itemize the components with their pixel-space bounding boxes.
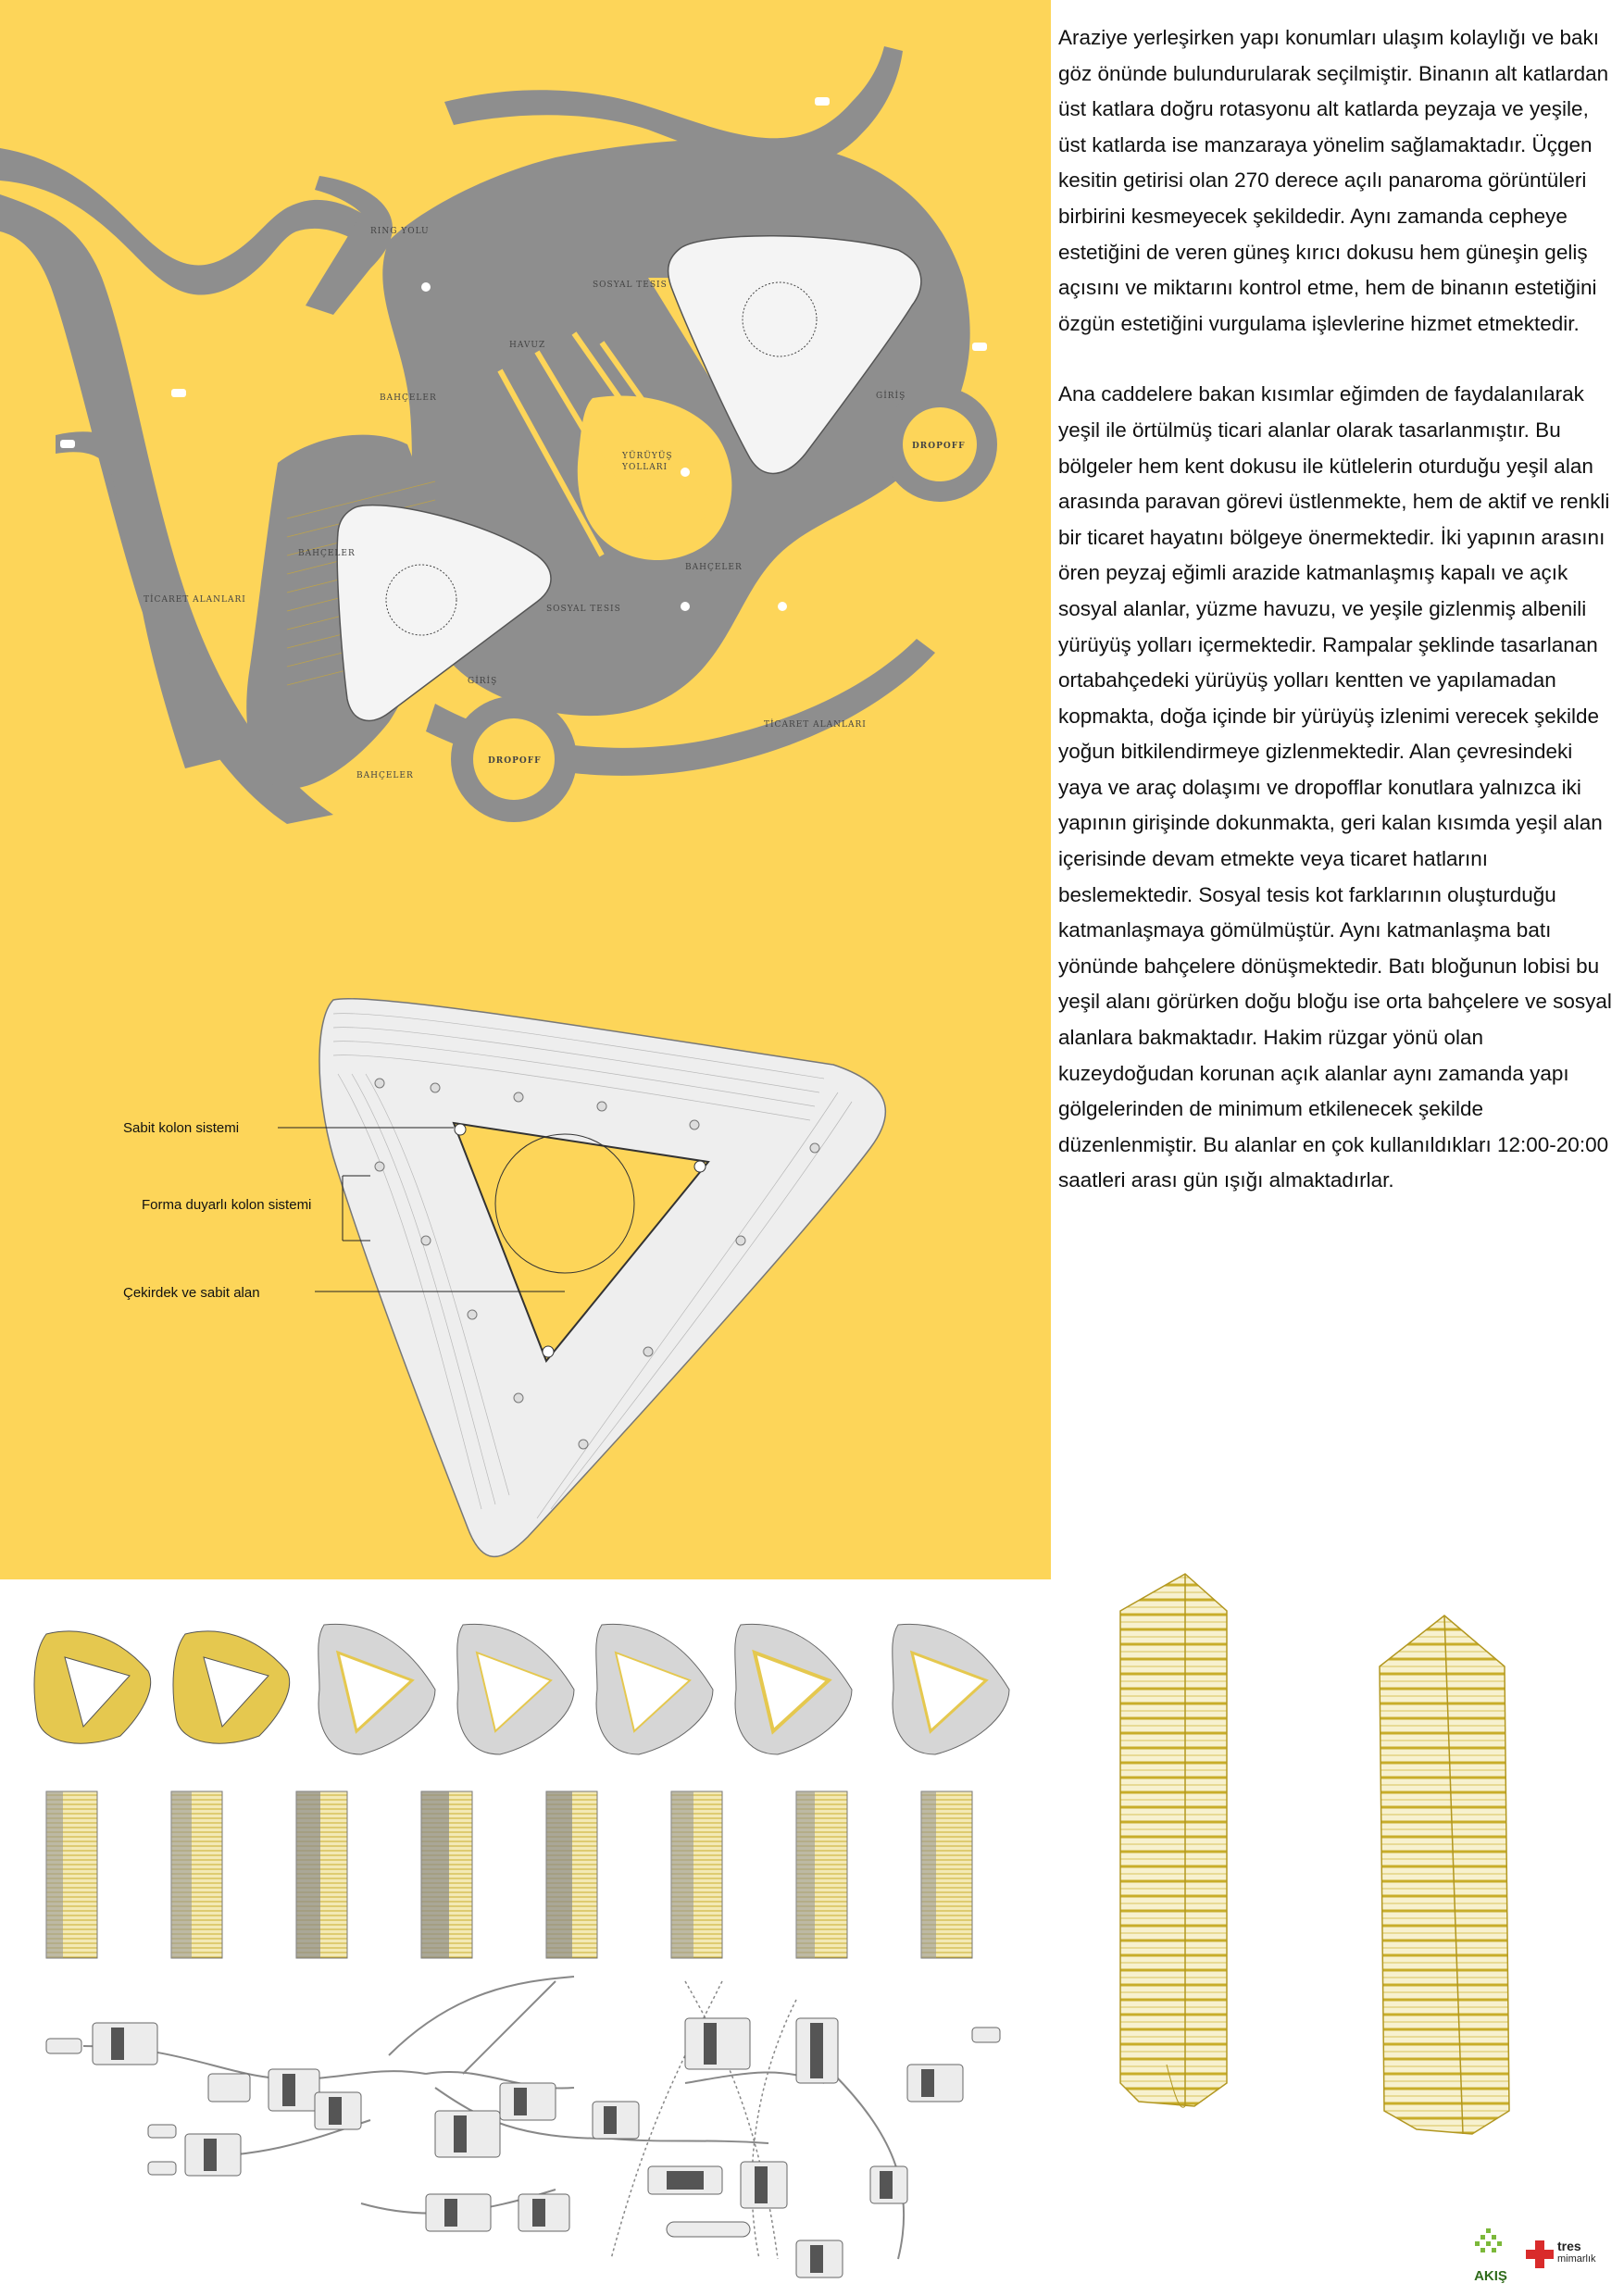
- pedestrian-icon: [681, 468, 690, 477]
- akis-logo: [1468, 2227, 1514, 2282]
- description-text-column: [1058, 20, 1612, 1199]
- map-label-ticaret-left: TİCARET ALANLARI: [144, 595, 246, 605]
- tower-floor-plan: [0, 981, 1051, 1583]
- car-icon: [815, 97, 830, 106]
- plan-study-7: [893, 1624, 1009, 1754]
- tower-perspective-renders: [1065, 1509, 1583, 2157]
- map-label-ring-yolu: RING YOLU: [370, 227, 430, 236]
- plan-study-5: [596, 1624, 713, 1754]
- elevation-study-2: [171, 1791, 222, 1958]
- map-label-giris-2: GİRİŞ: [468, 677, 498, 686]
- car-icon: [972, 343, 987, 351]
- map-label-bahceler-3: BAHÇELER: [356, 771, 414, 780]
- pedestrian-icon: [421, 282, 431, 292]
- rotation-plan-studies: [28, 1616, 1046, 1764]
- map-label-dropoff-right: DROPOFF: [912, 442, 966, 451]
- elevation-study-1: [46, 1791, 97, 1958]
- pedestrian-icon: [681, 602, 690, 611]
- callout-sabit-kolon: Sabit kolon sistemi: [123, 1120, 240, 1136]
- plan-study-1: [34, 1631, 151, 1743]
- cross-icon: [1526, 2240, 1554, 2268]
- map-label-bahceler-4: BAHÇELER: [685, 563, 743, 572]
- map-label-ticaret-bottom: TİCARET ALANLARI: [764, 720, 867, 730]
- akis-logo-mark-icon: [1468, 2227, 1514, 2264]
- tree-icon: [778, 602, 787, 611]
- elevation-study-6: [671, 1791, 722, 1958]
- parametric-node-diagram: [37, 1981, 1046, 2277]
- callout-cekirdek: Çekirdek ve sabit alan: [123, 1285, 260, 1301]
- map-label-sosyal-tesis-bottom: SOSYAL TESIS: [546, 605, 621, 614]
- map-label-bahceler-2: BAHÇELER: [298, 549, 356, 558]
- elevation-studies: [37, 1782, 1037, 1967]
- site-plan-map: [0, 0, 1051, 852]
- map-label-bahceler-1: BAHÇELER: [380, 393, 437, 403]
- elevation-study-4: [421, 1791, 472, 1958]
- tres-mimarlik-logo: [1526, 2236, 1609, 2282]
- tower-render-right: [1380, 1616, 1509, 2134]
- map-label-yuruyus-1: YÜRÜYÜŞ: [622, 452, 673, 461]
- plan-study-6: [735, 1624, 852, 1754]
- mimarlik-logo-text: mimarlık: [1557, 2253, 1596, 2265]
- tres-logo-text: tres: [1557, 2239, 1581, 2253]
- map-label-yuruyus-2: YOLLARI: [622, 463, 668, 472]
- car-icon: [60, 440, 75, 448]
- akis-logo-text: AKIŞ: [1474, 2268, 1507, 2284]
- car-icon: [171, 389, 186, 397]
- elevation-study-3: [296, 1791, 347, 1958]
- elevation-study-7: [796, 1791, 847, 1958]
- map-label-sosyal-tesis-top: SOSYAL TESIS: [593, 281, 668, 290]
- plan-study-4: [457, 1624, 574, 1754]
- plan-study-2: [173, 1631, 290, 1743]
- tower-render-left: [1120, 1574, 1227, 2107]
- map-label-dropoff-bottom: DROPOFF: [488, 756, 542, 766]
- elevation-study-5: [546, 1791, 597, 1958]
- map-label-havuz: HAVUZ: [509, 341, 546, 350]
- paragraph-1: Araziye yerleşirken yapı konumları ulaşım kolaylığı ve bakı göz önünde bulundurularak seçilmiştir. Binanın alt katlardan üst katlara doğru rotasyonu alt katlarda peyzaja ve yeşile, üst katlarda ise manzaraya yönelim sağlamaktadır. Üçgen kesitin getirisi olan 270 derece açılı panaroma görüntüleri birbirini kesmeyecek şekildedir. Aynı zamanda cepheye estetiğini de veren güneş kırıcı dokusu hem güneşin geliş açısını ve miktarını kontrol etme, hem de binanın estetiğini özgün estetiğini vurgulama işlevlerine hizmet etmektedir.: [1058, 26, 1609, 335]
- plan-study-3: [319, 1624, 435, 1754]
- callout-forma-duyarli: Forma duyarlı kolon sistemi: [142, 1197, 312, 1213]
- map-label-giris-1: GİRİŞ: [876, 392, 906, 401]
- paragraph-2: Ana caddelere bakan kısımlar eğimden de faydalanılarak yeşil ile örtülmüş ticari alanlar olarak tasarlanmıştır. Bu bölgeler hem kent dokusu ile kütlelerin oturduğu yeşil alan arasında paravan görevi üstlenmekte, hem de aktif ve renkli bir ticaret hayatını bölgeye önermektedir. İki yapının arasını ören peyzaj eğimli arazide katmanlaşmış kapalı ve açık sosyal alanlar, yüzme havuzu, ve yeşile gizlenmiş albenili yürüyüş yolları içermektedir. Rampalar şeklinde tasarlanan ortabahçedeki yürüyüş yolları kentten ve yapılamadan kopmakta, doğa içinde bir yürüyüş izlenimi verecek şekilde yoğun bitkilendirmeye gizlenmektedir. Alan çevresindeki yaya ve araç dolaşımı ve dropofflar konutlara yalnızca iki yapının girişinde dokunmakta, geri kalan kısımda yeşil alan içerisinde devam etmekte veya ticaret hatlarını beslemektedir. Sosyal tesis kot farklarının oluşturduğu katmanlaşmaya gömülmüştür. Aynı katmanlaşma batı yönünde bahçelere dönüşmektedir. Batı bloğunun lobisi bu yeşil alanı görürken doğu bloğu ise orta bahçelere ve sosyal alanlara bakmaktadır. Hakim rüzgar yönü olan kuzeydoğudan korunan açık alanlar aynı zamanda yapı gölgelerinden de minimum etkilenecek şekilde düzenlenmiştir. Bu alanlar en çok kullanıldıkları 12:00-20:00 saatleri arası gün ışığı almaktadırlar.: [1058, 382, 1612, 1192]
- elevation-study-8: [921, 1791, 972, 1958]
